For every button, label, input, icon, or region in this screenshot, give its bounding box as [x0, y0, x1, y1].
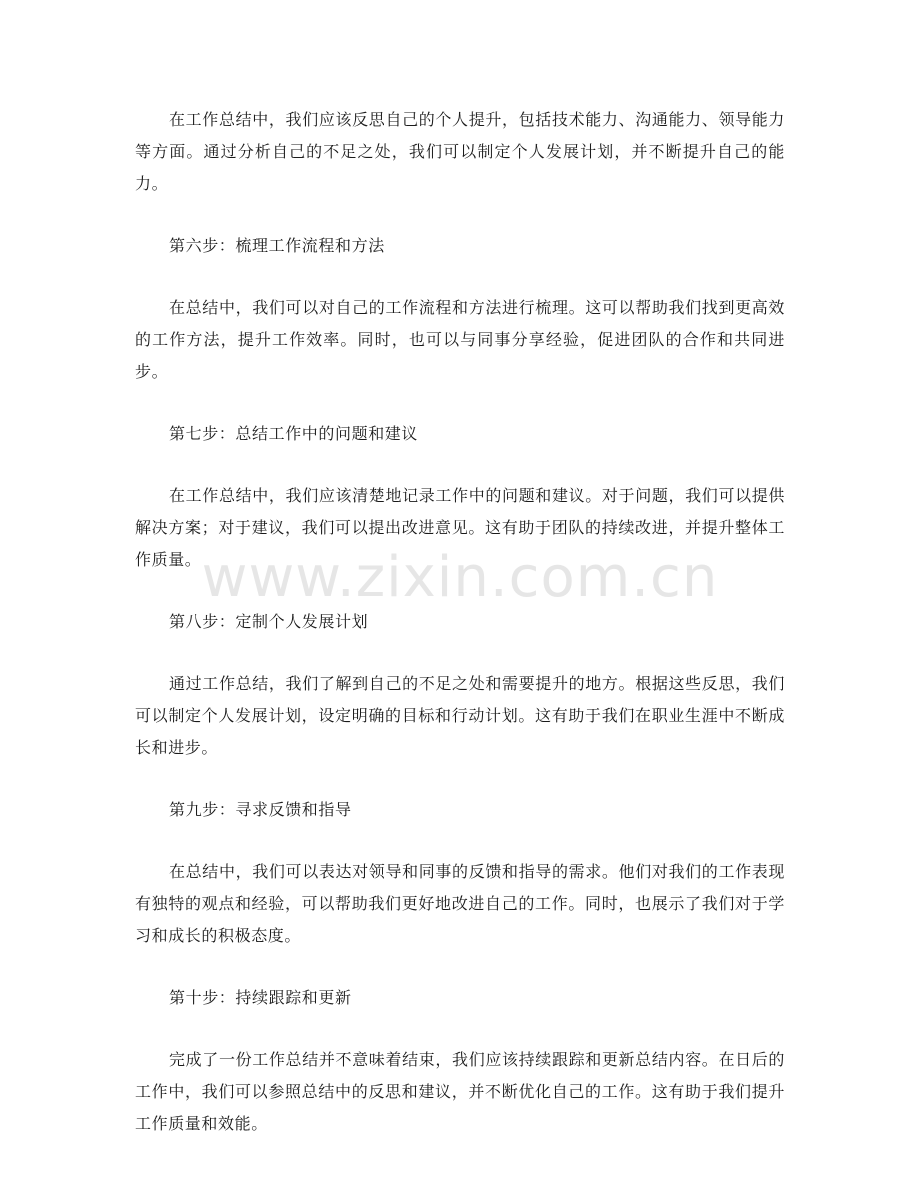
watermark: www.zixin.com.cn [201, 545, 719, 610]
heading-step-6: 第六步：梳理工作流程和方法 [169, 236, 385, 255]
paragraph-personal-improvement: 在工作总结中，我们应该反思自己的个人提升，包括技术能力、沟通能力、领导能力等方面。通过分析自己的不足之处，我们可以制定个人发展计划，并不断提升自己的能力。 [135, 110, 785, 193]
paragraph-step-9: 在总结中，我们可以表达对领导和同事的反馈和指导的需求。他们对我们的工作表现有独特的观点和经验，可以帮助我们更好地改进自己的工作。同时，也展示了我们对于学习和成长的积极态度。 [135, 862, 785, 945]
document-body [135, 104, 785, 1170]
paragraph-step-6: 在总结中，我们可以对自己的工作流程和方法进行梳理。这可以帮助我们找到更高效的工作方法，提升工作效率。同时，也可以与同事分享经验，促进团队的合作和共同进步。 [135, 298, 785, 381]
paragraph-step-7: 在工作总结中，我们应该清楚地记录工作中的问题和建议。对于问题，我们可以提供解决方案；对于建议，我们可以提出改进意见。这有助于团队的持续改进，并提升整体工作质量。 [135, 486, 785, 569]
heading-step-7: 第七步：总结工作中的问题和建议 [169, 424, 419, 443]
heading-step-8: 第八步：定制个人发展计划 [169, 612, 369, 631]
paragraph-step-8: 通过工作总结，我们了解到自己的不足之处和需要提升的地方。根据这些反思，我们可以制定个人发展计划，设定明确的目标和行动计划。这有助于我们在职业生涯中不断成长和进步。 [135, 674, 785, 757]
paragraph-step-10: 完成了一份工作总结并不意味着结束，我们应该持续跟踪和更新总结内容。在日后的工作中，我们可以参照总结中的反思和建议，并不断优化自己的工作。这有助于我们提升工作质量和效能。 [135, 1050, 785, 1133]
heading-step-9: 第九步：寻求反馈和指导 [169, 800, 352, 819]
heading-step-10: 第十步：持续跟踪和更新 [169, 988, 352, 1007]
